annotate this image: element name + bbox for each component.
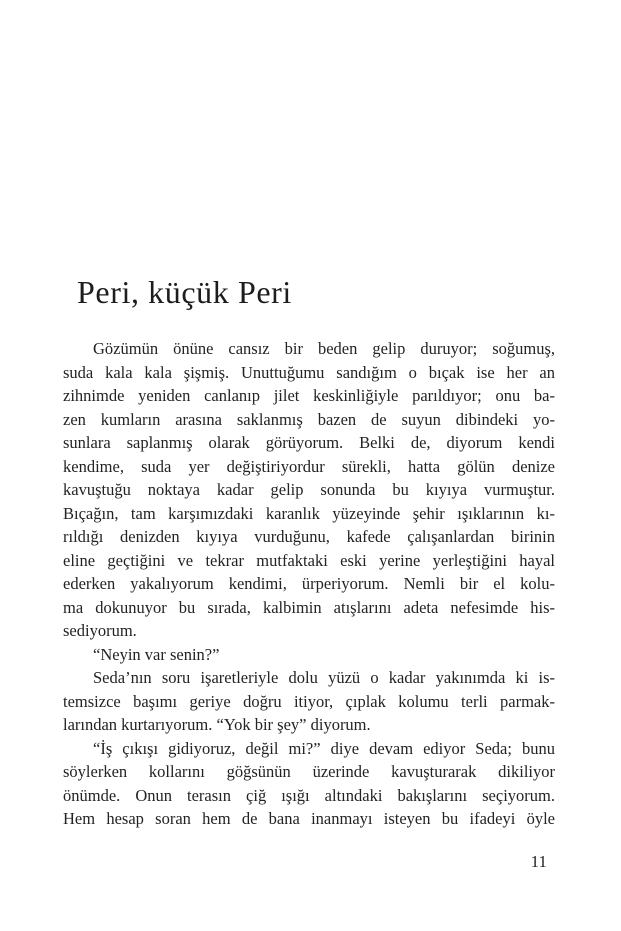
text-line: “İş çıkışı gidiyoruz, değil mi?” diye devam ediyor Seda; bunu [93,738,555,758]
page-number: 11 [530,852,547,871]
text-line: Gözümün önüne cansız bir beden gelip duruyor; soğumuş, [93,339,555,358]
paragraph [63,337,555,643]
text-line: temsizce başımı geriye doğru itiyor, çıplak kolumu terli parmak- [63,691,555,711]
chapter-title: Peri, küçük Peri [77,274,292,310]
text-line: eline geçtiğini ve tekrar mutfaktaki eski yerine yerleştiğini hayal [63,550,555,570]
text-line: kendime, suda yer değiştiriyordur sürekli, hatta gölün denize [63,456,555,476]
paragraph [63,666,555,737]
body-text [63,337,555,831]
text-line: Seda’nın soru işaretleriyle dolu yüzü o kadar yakınımda ki is- [93,668,555,687]
paragraph [63,643,555,667]
text-line: önümde. Onun terasın çiğ ışığı altındaki bakışlarını seçiyorum. [63,785,555,805]
text-line: “Neyin var senin?” [93,644,220,664]
text-line: rıldığı denizden kıyıya vurduğunu, kafede çalışanlardan birinin [63,527,555,546]
text-line: sunlara saplanmış olarak görüyorum. Belki de, diyorum kendi [63,433,555,452]
paragraph [63,737,555,831]
text-line: larından kurtarıyorum. “Yok bir şey” diyorum. [63,715,371,734]
text-line: zen kumların arasına saklanmış bazen de suyun dibindeki yo- [63,409,555,429]
text-line: ederken yakalıyorum kendimi, ürperiyorum. Nemli bir el kolu- [63,574,555,593]
text-line: suda kala kala şişmiş. Unuttuğumu sandığım o bıçak ise her an [63,362,555,382]
text-line: zihnimde yeniden canlanıp jilet keskinliğiyle parıldıyor; onu ba- [63,386,555,405]
text-line: Hem hesap soran hem de bana inanmayı isteyen bu ifadeyi öyle [63,809,555,828]
text-line: sediyorum. [63,621,137,640]
text-line: ma dokunuyor bu sırada, kalbimin atışlarını adeta nefesimde his- [63,597,555,617]
text-line: Bıçağın, tam karşımızdaki karanlık yüzeyinde şehir ışıklarının kı- [63,503,555,523]
text-line: kavuştuğu noktaya kadar gelip sonunda bu kıyıya vurmuştur. [63,480,555,499]
text-line: söylerken kollarını göğsünün üzerinde kavuşturarak dikiliyor [63,762,555,781]
